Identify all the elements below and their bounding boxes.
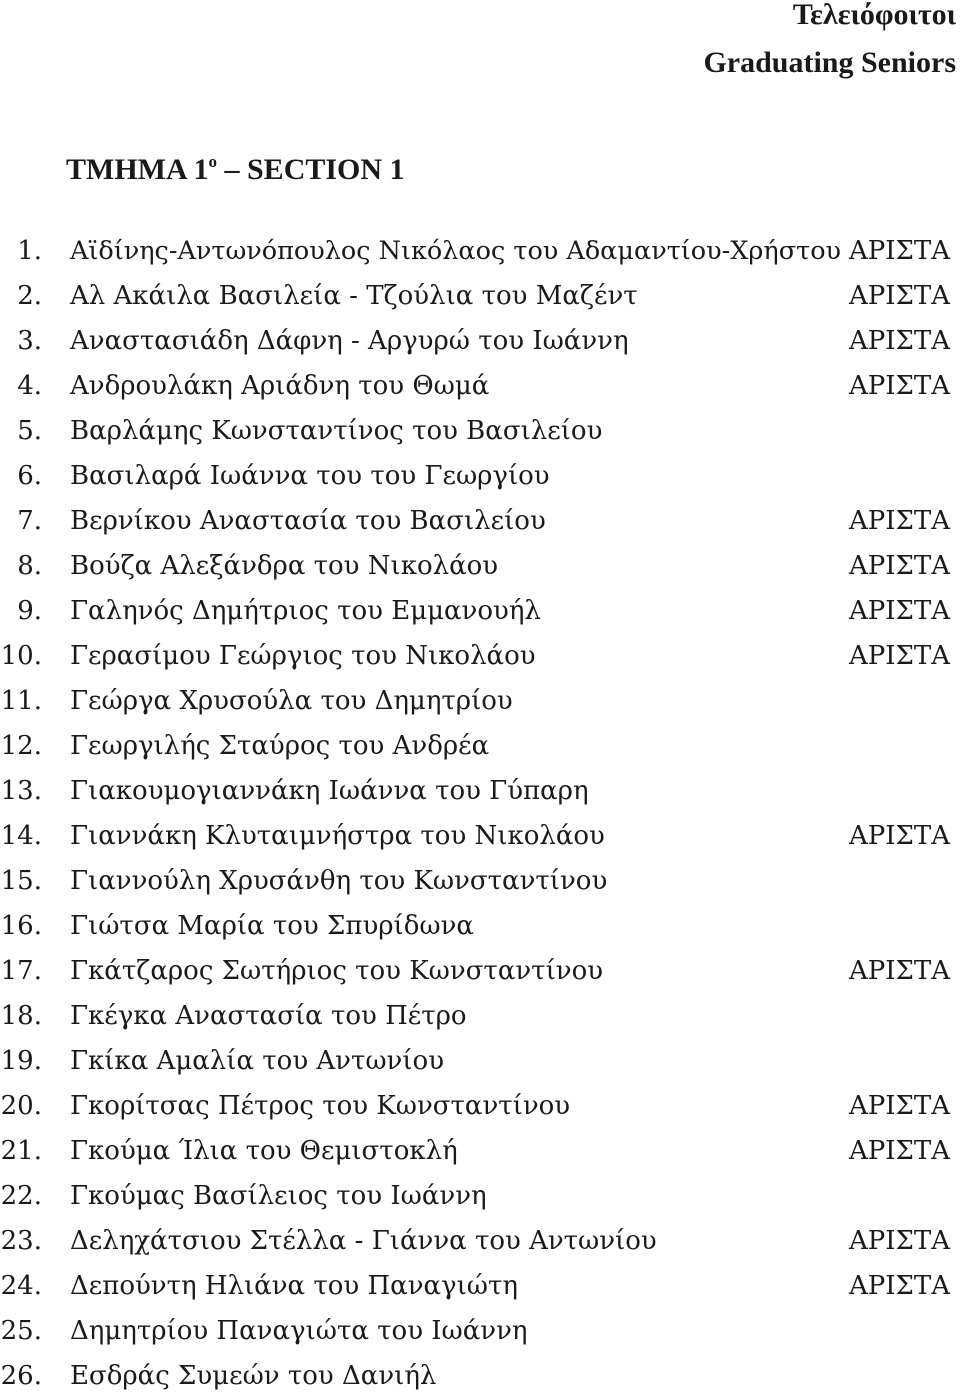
student-row <box>0 1309 960 1354</box>
row-number: 14. <box>0 821 42 851</box>
student-row <box>0 1219 960 1264</box>
student-name: Αϊδίνης-Αντωνόπουλος Νικόλαος του Αδαμαντίου-Χρήστου <box>70 236 842 266</box>
honor-label: ΑΡΙΣΤΑ <box>848 551 950 581</box>
honor-label: ΑΡΙΣΤΑ <box>848 1091 950 1121</box>
student-name: Γκορίτσας Πέτρος του Κωνσταντίνου <box>70 1091 571 1121</box>
student-row <box>0 499 960 544</box>
page-subtitle: Graduating Seniors <box>703 46 956 79</box>
student-row <box>0 1084 960 1129</box>
student-row <box>0 769 960 814</box>
honor-label: ΑΡΙΣΤΑ <box>848 1271 950 1301</box>
honor-label: ΑΡΙΣΤΑ <box>848 281 950 311</box>
row-number: 11. <box>0 686 42 716</box>
row-number: 1. <box>17 236 42 266</box>
student-name: Γεωργιλής Σταύρος του Ανδρέα <box>70 731 490 761</box>
row-number: 4. <box>17 371 42 401</box>
row-number: 9. <box>17 596 42 626</box>
student-name: Δεπούντη Ηλιάνα του Παναγιώτη <box>70 1271 518 1301</box>
honor-label: ΑΡΙΣΤΑ <box>848 236 950 266</box>
honor-label: ΑΡΙΣΤΑ <box>848 1226 950 1256</box>
student-name: Γερασίμου Γεώργιος του Νικολάου <box>70 641 536 671</box>
row-number: 20. <box>0 1091 42 1121</box>
student-row <box>0 409 960 454</box>
section-heading-ordinal: ο <box>208 152 217 171</box>
student-row <box>0 319 960 364</box>
row-number: 7. <box>17 506 42 536</box>
student-row <box>0 904 960 949</box>
row-number: 24. <box>0 1271 42 1301</box>
row-number: 13. <box>0 776 42 806</box>
page-title: Τελειόφοιτοι <box>792 0 956 31</box>
honor-label: ΑΡΙΣΤΑ <box>848 371 950 401</box>
honor-label: ΑΡΙΣΤΑ <box>848 506 950 536</box>
row-number: 26. <box>0 1361 42 1391</box>
student-name: Γιαννάκη Κλυταιμνήστρα του Νικολάου <box>70 821 605 851</box>
student-name: Εσδράς Συμεών του Δανιήλ <box>70 1361 437 1391</box>
student-row <box>0 1129 960 1174</box>
student-row <box>0 949 960 994</box>
student-row <box>0 679 960 724</box>
student-row <box>0 1354 960 1399</box>
row-number: 19. <box>0 1046 42 1076</box>
student-list <box>0 229 960 1399</box>
student-row <box>0 1039 960 1084</box>
row-number: 8. <box>17 551 42 581</box>
honor-label: ΑΡΙΣΤΑ <box>848 821 950 851</box>
honor-label: ΑΡΙΣΤΑ <box>848 326 950 356</box>
row-number: 15. <box>0 866 42 896</box>
student-name: Βερνίκου Αναστασία του Βασιλείου <box>70 506 546 536</box>
student-name: Δεληχάτσιου Στέλλα - Γιάννα του Αντωνίου <box>70 1226 657 1256</box>
student-row <box>0 814 960 859</box>
section-heading-suffix: – SECTION 1 <box>217 153 405 186</box>
student-name: Βασιλαρά Ιωάννα του του Γεωργίου <box>70 461 550 491</box>
row-number: 10. <box>0 641 42 671</box>
student-name: Γιώτσα Μαρία του Σπυρίδωνα <box>70 911 474 941</box>
student-name: Βούζα Αλεξάνδρα του Νικολάου <box>70 551 499 581</box>
row-number: 12. <box>0 731 42 761</box>
student-row <box>0 724 960 769</box>
row-number: 2. <box>17 281 42 311</box>
student-row <box>0 229 960 274</box>
honor-label: ΑΡΙΣΤΑ <box>848 1136 950 1166</box>
student-name: Γιαννούλη Χρυσάνθη του Κωνσταντίνου <box>70 866 608 896</box>
student-name: Γκάτζαρος Σωτήριος του Κωνσταντίνου <box>70 956 604 986</box>
honor-label: ΑΡΙΣΤΑ <box>848 641 950 671</box>
student-name: Ανδρουλάκη Αριάδνη του Θωμά <box>70 371 490 401</box>
student-row <box>0 454 960 499</box>
student-row <box>0 274 960 319</box>
row-number: 16. <box>0 911 42 941</box>
honor-label: ΑΡΙΣΤΑ <box>848 596 950 626</box>
row-number: 22. <box>0 1181 42 1211</box>
student-name: Γκούμας Βασίλειος του Ιωάννη <box>70 1181 487 1211</box>
student-name: Γκούμα Ίλια του Θεμιστοκλή <box>70 1136 458 1166</box>
section-heading <box>66 152 405 186</box>
student-name: Γκίκα Αμαλία του Αντωνίου <box>70 1046 445 1076</box>
student-name: Γεώργα Χρυσούλα του Δημητρίου <box>70 686 513 716</box>
section-heading-prefix: ΤΜΗΜΑ 1 <box>66 153 209 186</box>
row-number: 6. <box>17 461 42 491</box>
row-number: 21. <box>0 1136 42 1166</box>
student-row <box>0 544 960 589</box>
row-number: 18. <box>0 1001 42 1031</box>
student-row <box>0 859 960 904</box>
student-name: Αλ Ακάιλα Βασιλεία - Τζούλια του Μαζέντ <box>70 281 638 311</box>
student-name: Δημητρίου Παναγιώτα του Ιωάννη <box>70 1316 528 1346</box>
row-number: 25. <box>0 1316 42 1346</box>
honor-label: ΑΡΙΣΤΑ <box>848 956 950 986</box>
row-number: 5. <box>17 416 42 446</box>
student-row <box>0 589 960 634</box>
student-row <box>0 634 960 679</box>
student-name: Γαληνός Δημήτριος του Εμμανουήλ <box>70 596 541 626</box>
row-number: 17. <box>0 956 42 986</box>
student-row <box>0 1264 960 1309</box>
student-row <box>0 994 960 1039</box>
row-number: 3. <box>17 326 42 356</box>
student-row <box>0 1174 960 1219</box>
student-name: Αναστασιάδη Δάφνη - Αργυρώ του Ιωάννη <box>70 326 629 356</box>
student-name: Γιακουμογιαννάκη Ιωάννα του Γύπαρη <box>70 776 589 806</box>
student-name: Γκέγκα Αναστασία του Πέτρο <box>70 1001 467 1031</box>
row-number: 23. <box>0 1226 42 1256</box>
student-name: Βαρλάμης Κωνσταντίνος του Βασιλείου <box>70 416 603 446</box>
student-row <box>0 364 960 409</box>
